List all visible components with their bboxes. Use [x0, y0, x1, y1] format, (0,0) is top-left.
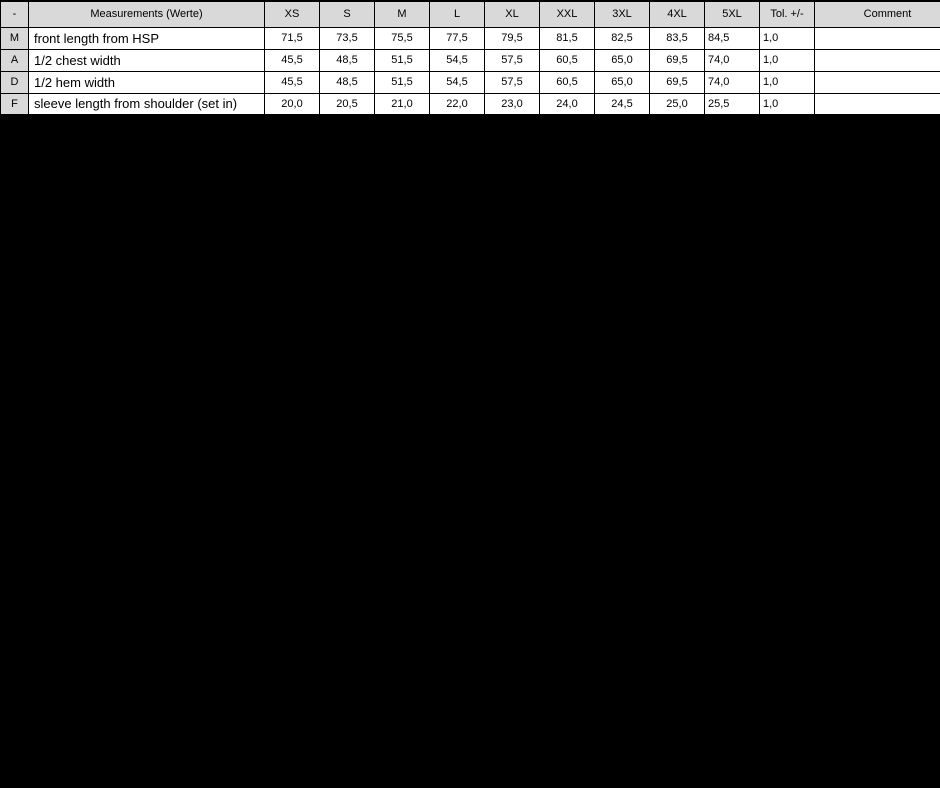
- row-size-xs: 71,5: [265, 27, 320, 49]
- header-cell-5xl: 5XL: [705, 1, 760, 27]
- row-size-xxl: 81,5: [540, 27, 595, 49]
- row-comment: [815, 71, 940, 93]
- row-size-5xl: 84,5: [705, 27, 760, 49]
- row-size-4xl: 25,0: [650, 93, 705, 115]
- header-cell-xs: XS: [265, 1, 320, 27]
- row-tolerance: 1,0: [760, 93, 815, 115]
- row-size-3xl: 65,0: [595, 71, 650, 93]
- row-size-5xl: 25,5: [705, 93, 760, 115]
- row-size-l: 22,0: [430, 93, 485, 115]
- row-size-4xl: 69,5: [650, 71, 705, 93]
- row-code: M: [1, 27, 29, 49]
- row-measurement-label: 1/2 chest width: [29, 49, 265, 71]
- row-comment: [815, 49, 940, 71]
- header-cell-tolerance: Tol. +/-: [760, 1, 815, 27]
- row-tolerance: 1,0: [760, 71, 815, 93]
- row-size-xxl: 24,0: [540, 93, 595, 115]
- measurement-sheet: [0, 0, 940, 116]
- row-size-5xl: 74,0: [705, 49, 760, 71]
- table-row: [1, 93, 940, 115]
- row-size-4xl: 69,5: [650, 49, 705, 71]
- row-size-s: 48,5: [320, 71, 375, 93]
- row-size-s: 73,5: [320, 27, 375, 49]
- row-comment: [815, 27, 940, 49]
- row-size-xxl: 60,5: [540, 49, 595, 71]
- row-size-xs: 20,0: [265, 93, 320, 115]
- header-cell-code: -: [1, 1, 29, 27]
- header-cell-m: M: [375, 1, 430, 27]
- row-size-5xl: 74,0: [705, 71, 760, 93]
- row-size-3xl: 82,5: [595, 27, 650, 49]
- row-size-3xl: 65,0: [595, 49, 650, 71]
- row-size-m: 51,5: [375, 71, 430, 93]
- table-row: [1, 49, 940, 71]
- row-measurement-label: front length from HSP: [29, 27, 265, 49]
- row-size-m: 51,5: [375, 49, 430, 71]
- row-measurement-label: 1/2 hem width: [29, 71, 265, 93]
- row-tolerance: 1,0: [760, 27, 815, 49]
- header-cell-xxl: XXL: [540, 1, 595, 27]
- row-size-m: 21,0: [375, 93, 430, 115]
- header-cell-l: L: [430, 1, 485, 27]
- row-size-xxl: 60,5: [540, 71, 595, 93]
- header-cell-xl: XL: [485, 1, 540, 27]
- row-size-xs: 45,5: [265, 49, 320, 71]
- row-size-3xl: 24,5: [595, 93, 650, 115]
- row-code: F: [1, 93, 29, 115]
- row-size-xl: 79,5: [485, 27, 540, 49]
- row-tolerance: 1,0: [760, 49, 815, 71]
- row-size-s: 48,5: [320, 49, 375, 71]
- table-row: [1, 27, 940, 49]
- row-comment: [815, 93, 940, 115]
- row-size-s: 20,5: [320, 93, 375, 115]
- row-size-xl: 57,5: [485, 71, 540, 93]
- row-size-xl: 57,5: [485, 49, 540, 71]
- row-size-4xl: 83,5: [650, 27, 705, 49]
- row-size-xl: 23,0: [485, 93, 540, 115]
- row-measurement-label: sleeve length from shoulder (set in): [29, 93, 265, 115]
- header-cell-comment: Comment: [815, 1, 940, 27]
- header-cell-3xl: 3XL: [595, 1, 650, 27]
- table-row: [1, 71, 940, 93]
- row-code: D: [1, 71, 29, 93]
- row-code: A: [1, 49, 29, 71]
- header-cell-measurements: Measurements (Werte): [29, 1, 265, 27]
- header-cell-s: S: [320, 1, 375, 27]
- row-size-l: 77,5: [430, 27, 485, 49]
- table-header-row: [1, 1, 940, 27]
- measurements-table: [0, 0, 940, 116]
- row-size-l: 54,5: [430, 71, 485, 93]
- row-size-xs: 45,5: [265, 71, 320, 93]
- row-size-l: 54,5: [430, 49, 485, 71]
- header-cell-4xl: 4XL: [650, 1, 705, 27]
- row-size-m: 75,5: [375, 27, 430, 49]
